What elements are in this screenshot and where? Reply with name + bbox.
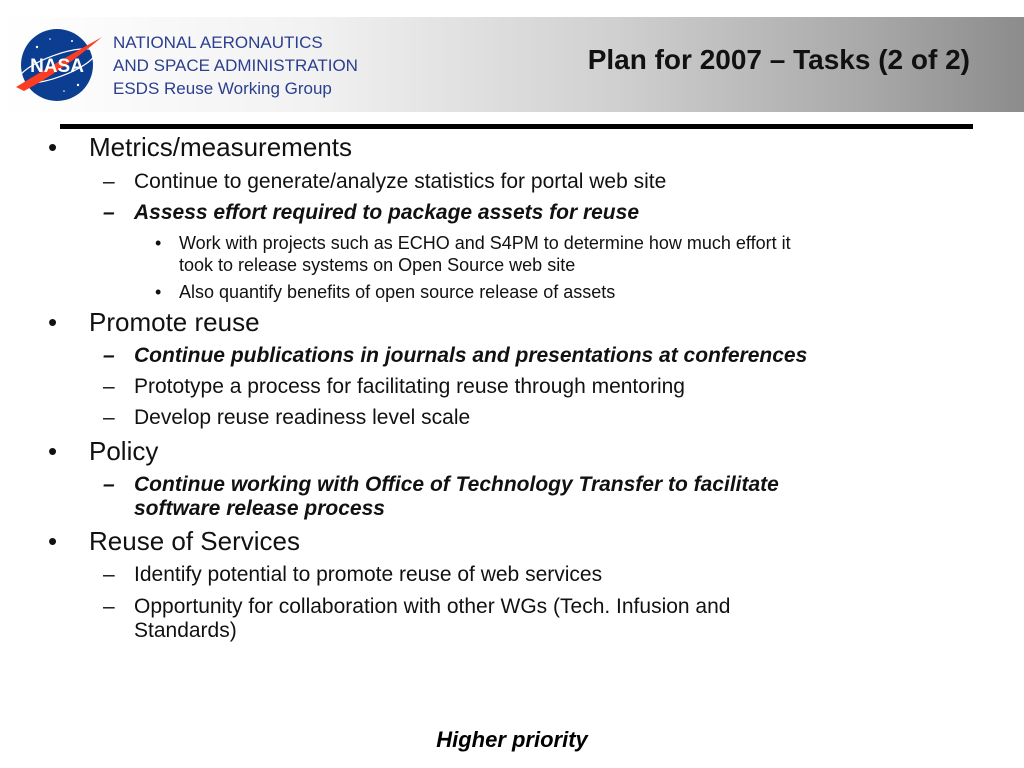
agency-line-3: ESDS Reuse Working Group (113, 79, 332, 98)
services-item-2 (134, 595, 730, 643)
policy-item-1-line-2: software release process (134, 497, 385, 520)
policy-item-1 (134, 473, 779, 521)
title-divider (60, 124, 973, 129)
promote-item-1: – Continue publications in journals and presentations at conferences (134, 344, 807, 368)
nasa-logo-icon (12, 25, 106, 105)
policy-item-1-line-1: – Continue working with Office of Technology Transfer to facilitate (134, 473, 779, 496)
slide-title: Plan for 2007 – Tasks (2 of 2) (587, 44, 970, 75)
agency-name (113, 31, 358, 100)
promote-item-2: – Prototype a process for facilitating reuse through mentoring (134, 375, 685, 399)
priority-legend: Higher priority (436, 727, 588, 752)
agency-line-1: NATIONAL AERONAUTICS (113, 33, 323, 52)
bullet-metrics: • Metrics/measurements (89, 132, 352, 163)
services-item-2-line-1: – Opportunity for collaboration with other WGs (Tech. Infusion and (134, 595, 731, 618)
metrics-subitem-1-line-1: • Work with projects such as ECHO and S4PM to determine how much effort it (179, 233, 791, 253)
bullet-reuse-of-services: • Reuse of Services (89, 526, 300, 557)
agency-line-2: AND SPACE ADMINISTRATION (113, 56, 358, 75)
slide-header (0, 17, 1024, 112)
metrics-subitem-2: • Also quantify benefits of open source release of assets (179, 281, 615, 303)
services-item-2-line-2: Standards) (134, 619, 237, 642)
metrics-item-2: – Assess effort required to package assets for reuse (134, 201, 639, 225)
bullet-promote-reuse: • Promote reuse (89, 307, 260, 338)
nasa-logo-text: NASA (30, 56, 84, 77)
metrics-subitem-1-line-2: took to release systems on Open Source web site (179, 255, 576, 275)
services-item-1: – Identify potential to promote reuse of web services (134, 563, 602, 587)
metrics-item-1: – Continue to generate/analyze statistics for portal web site (134, 170, 666, 194)
promote-item-3: – Develop reuse readiness level scale (134, 406, 470, 430)
metrics-subitem-1 (179, 232, 791, 276)
bullet-policy: • Policy (89, 436, 158, 467)
